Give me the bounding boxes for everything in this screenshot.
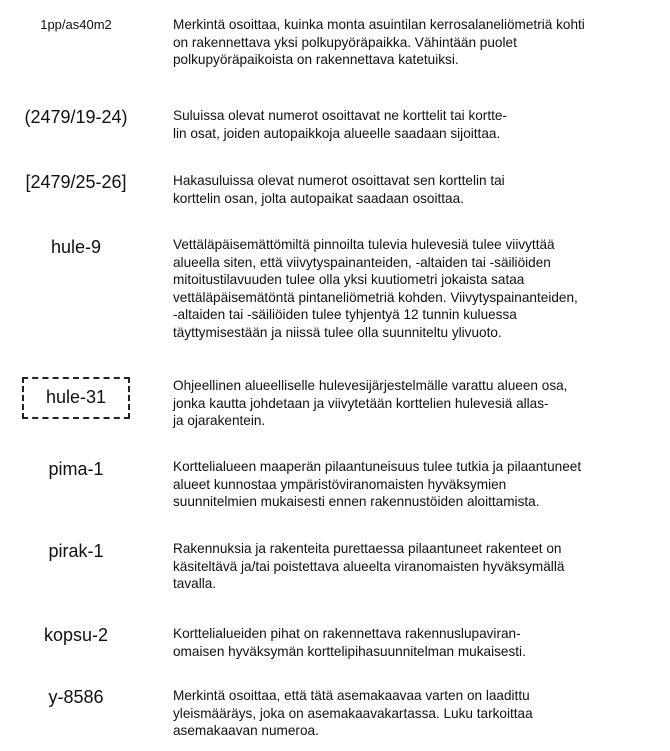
regulation-symbol: kopsu-2 xyxy=(43,625,109,645)
regulation-symbol: pima-1 xyxy=(48,459,104,479)
description-line: Ohjeellinen alueelliselle hulevesijärjestelmälle varattu alueen osa, xyxy=(173,378,568,393)
description-line: Korttelialueiden pihat on rakennettava rakennuslupaviran- xyxy=(173,626,521,641)
description-line: Rakennuksia ja rakenteita purettaessa pilaantuneet rakenteet on xyxy=(173,541,562,556)
description-line: alueella siten, että viivytyspainanteiden, -altaiden tai -säiliöiden xyxy=(173,254,551,270)
description-line: käsiteltävä ja/tai poistettava alueelta viranomaisten hyväksymällä xyxy=(173,558,565,574)
description-line: tavalla. xyxy=(173,576,217,591)
regulation-description xyxy=(173,107,643,142)
description-line: polkupyöräpaikoista on rakennettava katetuiksi. xyxy=(173,52,459,67)
description-line: asemakaavan numeroa. xyxy=(173,723,319,738)
regulation-description xyxy=(173,625,643,660)
regulation-description xyxy=(173,377,643,430)
description-line: lin osat, joiden autopaikkoja alueelle saadaan sijoittaa. xyxy=(173,125,501,141)
description-line: -altaiden tai -säiliöiden tulee tyhjentyä 12 tunnin kuluessa xyxy=(173,307,517,322)
regulation-description xyxy=(173,687,643,740)
regulation-symbol: y-8586 xyxy=(48,687,104,707)
description-line: on rakennettava yksi polkupyöräpaikka. Vähintään puolet xyxy=(173,34,517,50)
regulation-symbol: 1pp/as40m2 xyxy=(40,17,112,32)
regulation-symbol: pirak-1 xyxy=(48,541,104,561)
regulation-description xyxy=(173,236,643,341)
description-line: omaisen hyväksymän korttelipihasuunnitelman mukaisesti. xyxy=(173,643,526,659)
description-line: Merkintä osoittaa, kuinka monta asuintilan kerrosalaneliömetriä kohti xyxy=(173,17,585,32)
description-line: täyttymisestään ja niissä tulee olla suunniteltu ylivuoto. xyxy=(173,324,502,340)
description-line: Korttelialueen maaperän pilaantuneisuus tulee tutkia ja pilaantuneet xyxy=(173,459,582,474)
description-line: vettäläpäisemätöntä pintaneliömetriä kohden. Viivytyspainanteiden, xyxy=(173,289,578,305)
description-line: Vettäläpäisemättömiltä pinnoilta tulevia hulevesiä tulee viivyttää xyxy=(173,237,555,252)
description-line: alueet kunnostaa ympäristöviranomaisten hyväksymien xyxy=(173,476,507,492)
regulation-symbol: [2479/25-26] xyxy=(25,172,127,192)
regulation-description xyxy=(173,540,643,593)
description-line: ja ojarakentein. xyxy=(173,413,266,428)
description-line: suunnitelmien mukaisesti ennen rakennustöiden aloittamista. xyxy=(173,494,540,509)
description-line: korttelin osan, jolta autopaikat saadaan osoittaa. xyxy=(173,190,464,206)
regulation-symbol: hule-31 xyxy=(45,387,107,407)
description-line: jonka kautta johdetaan ja viivytetään korttelien hulevesiä allas- xyxy=(173,395,549,411)
regulation-description xyxy=(173,172,643,207)
description-line: mitoitustilavuuden tulee olla yksi kuutiometri jokaista sataa xyxy=(173,272,525,287)
description-line: yleismääräys, joka on asemakaavakartassa. Luku tarkoittaa xyxy=(173,705,533,721)
regulation-description xyxy=(173,458,643,511)
description-line: Merkintä osoittaa, että tätä asemakaavaa varten on laadittu xyxy=(173,688,530,703)
description-line: Suluissa olevat numerot osoittavat ne korttelit tai kortte- xyxy=(173,108,507,123)
regulation-symbol: (2479/19-24) xyxy=(24,107,128,127)
description-line: Hakasuluissa olevat numerot osoittavat sen korttelin tai xyxy=(173,173,505,188)
regulation-symbol: hule-9 xyxy=(50,237,102,257)
regulation-description xyxy=(173,16,643,69)
